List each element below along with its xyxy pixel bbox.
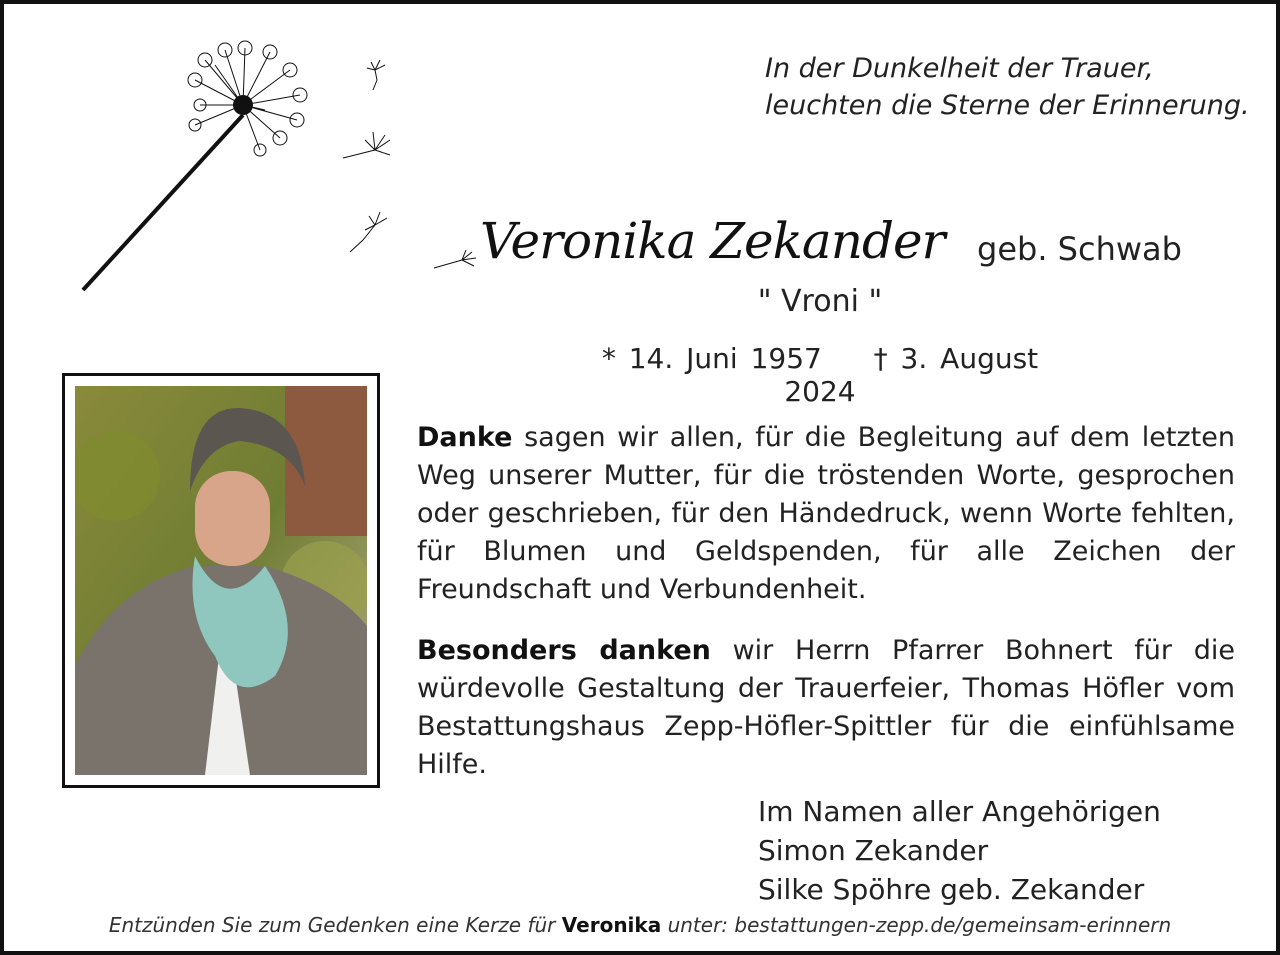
signers-block <box>758 792 1161 909</box>
portrait-photo <box>75 386 367 775</box>
maiden-name: geb. Schwab <box>977 230 1182 268</box>
quote-line-2: leuchten die Sterne der Erinnerung. <box>765 90 1250 121</box>
deceased-name: Veronika Zekander <box>480 212 945 270</box>
footer-link[interactable]: unter: bestattungen-zepp.de/gemeinsam-erinnern <box>661 913 1172 937</box>
nickname: " Vroni " <box>757 284 883 319</box>
special-thanks-lead: Besonders danken <box>417 635 711 666</box>
portrait-frame <box>62 373 380 788</box>
signer-line: Simon Zekander <box>758 834 989 867</box>
thanks-lead: Danke <box>417 422 513 453</box>
footer-prefix: Entzünden Sie zum Gedenken eine Kerze für <box>108 913 562 937</box>
thanks-text: sagen wir allen, für die Begleitung auf dem letzten Weg unserer Mutter, für die tröstenden Worte, gesprochen oder geschrieben, für den Händedruck, wenn Worte fehlten, für Blumen und Geldspenden, für alle Zeichen der Freundschaft und Verbundenheit. <box>417 422 1235 605</box>
footer-name: Veronika <box>561 913 662 937</box>
memorial-quote <box>765 50 1250 124</box>
birth-date: * 14. Juni 1957 <box>601 342 822 375</box>
dandelion-icon <box>75 40 405 300</box>
special-thanks-paragraph <box>417 632 1235 784</box>
deceased-name-row <box>440 212 1200 282</box>
signer-line: Im Namen aller Angehörigen <box>758 795 1161 828</box>
life-dates <box>560 342 1080 408</box>
quote-line-1: In der Dunkelheit der Trauer, <box>765 53 1154 84</box>
dandelion-seed-icon <box>432 248 482 272</box>
special-thanks-text: wir Herrn Pfarrer Bohnert für die würdevolle Gestaltung der Trauerfeier, Thomas Höfler vom Bestattungshaus Zepp-Höfler-Spittler für die einfühlsame Hilfe. <box>417 635 1235 780</box>
death-date: † 3. August 2024 <box>784 342 1039 408</box>
signer-line: Silke Spöhre geb. Zekander <box>758 873 1145 906</box>
footer-note <box>0 913 1280 937</box>
thanks-paragraph <box>417 419 1235 609</box>
